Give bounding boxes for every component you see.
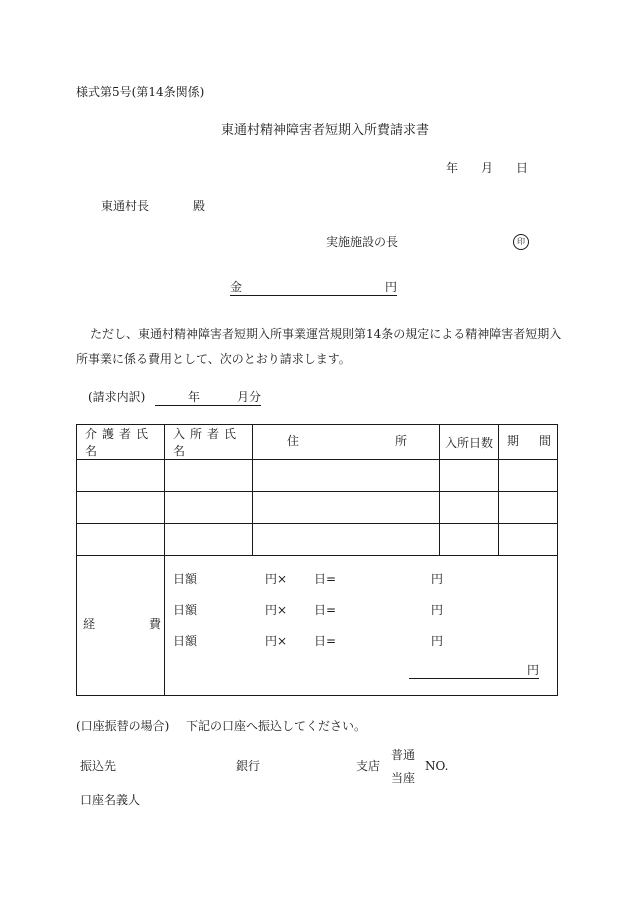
account-type-current: 当座: [391, 771, 416, 785]
addressee-honorific: 殿: [193, 199, 206, 213]
expense-line-3-unit-a: 円×: [265, 634, 288, 648]
expense-total-suffix: 円: [526, 663, 539, 677]
body-text-line1: ただし、東通村精神障害者短期入所事業運営規則第14条の規定による精神障害者短期入: [90, 327, 562, 341]
account-type-ordinary: 普通: [391, 748, 416, 762]
header-resident: 入所者氏名: [165, 425, 253, 460]
amount-line: [230, 281, 397, 296]
sender-label: 実施施設の長: [326, 235, 399, 249]
addressee-name: 東通村長: [101, 199, 150, 213]
header-address: [253, 425, 440, 460]
billing-period-year: 年: [188, 390, 201, 404]
expense-line-2-unit-c: 円: [431, 603, 444, 617]
table-row: [77, 460, 558, 492]
billing-period-label: (請求内訳): [88, 390, 146, 404]
amount-suffix: 円: [384, 280, 397, 294]
expense-line-2-unit-b: 日=: [314, 603, 337, 617]
transfer-branch: 支店: [356, 759, 381, 773]
cell-address[interactable]: [253, 492, 440, 524]
date-year: 年: [446, 161, 459, 175]
expense-detail-cell: [165, 556, 558, 696]
expense-line-1-unit-b: 日=: [314, 572, 337, 586]
document-title: 東通村精神障害者短期入所費請求書: [221, 123, 430, 138]
header-period-a: 期: [507, 434, 520, 448]
body-text-line2: 所事業に係る費用として、次のとおり請求します。: [76, 352, 351, 366]
table-row: [77, 524, 558, 556]
expense-line-3-unit-c: 円: [431, 634, 444, 648]
cell-caregiver[interactable]: [77, 492, 165, 524]
form-number: 様式第5号(第14条関係): [76, 85, 205, 99]
transfer-bank: 銀行: [236, 759, 261, 773]
billing-table: [76, 424, 558, 696]
transfer-instruction: 下記の口座へ振込してください。: [186, 719, 367, 733]
account-number-label: NO.: [425, 759, 449, 773]
expense-row: [77, 556, 558, 696]
expense-line-1-unit-a: 円×: [265, 572, 288, 586]
date-month: 月: [481, 161, 494, 175]
expense-total-line: [409, 664, 539, 679]
cell-caregiver[interactable]: [77, 524, 165, 556]
expense-label-cell: [77, 556, 165, 696]
cell-days[interactable]: [440, 460, 499, 492]
cell-address[interactable]: [253, 524, 440, 556]
cell-caregiver[interactable]: [77, 460, 165, 492]
cell-period[interactable]: [499, 524, 558, 556]
expense-label-a: 経: [83, 617, 96, 631]
header-period: [499, 425, 558, 460]
transfer-destination: 振込先: [80, 759, 117, 773]
cell-days[interactable]: [440, 524, 499, 556]
cell-period[interactable]: [499, 492, 558, 524]
cell-resident[interactable]: [165, 524, 253, 556]
expense-line-3-unit-b: 日=: [314, 634, 337, 648]
table-header-row: [77, 425, 558, 460]
cell-resident[interactable]: [165, 492, 253, 524]
seal-icon: 印: [513, 234, 529, 250]
amount-prefix: 金: [230, 280, 243, 294]
transfer-heading: (口座振替の場合): [76, 719, 170, 733]
header-address-a: 住: [287, 434, 300, 448]
expense-line-2-label: 日額: [173, 603, 198, 617]
expense-line-3-label: 日額: [173, 634, 198, 648]
billing-period-month: 月分: [237, 390, 262, 404]
billing-period-line: [155, 391, 261, 406]
account-holder-label: 口座名義人: [80, 793, 141, 807]
cell-address[interactable]: [253, 460, 440, 492]
date-day: 日: [516, 161, 529, 175]
cell-resident[interactable]: [165, 460, 253, 492]
expense-line-1-unit-c: 円: [431, 572, 444, 586]
expense-line-2-unit-a: 円×: [265, 603, 288, 617]
cell-period[interactable]: [499, 460, 558, 492]
header-days: 入所日数: [440, 425, 499, 460]
expense-label-b: 費: [149, 617, 162, 631]
cell-days[interactable]: [440, 492, 499, 524]
header-period-b: 間: [539, 434, 552, 448]
table-row: [77, 492, 558, 524]
expense-line-1-label: 日額: [173, 572, 198, 586]
header-caregiver: 介護者氏名: [77, 425, 165, 460]
header-address-b: 所: [395, 434, 408, 448]
